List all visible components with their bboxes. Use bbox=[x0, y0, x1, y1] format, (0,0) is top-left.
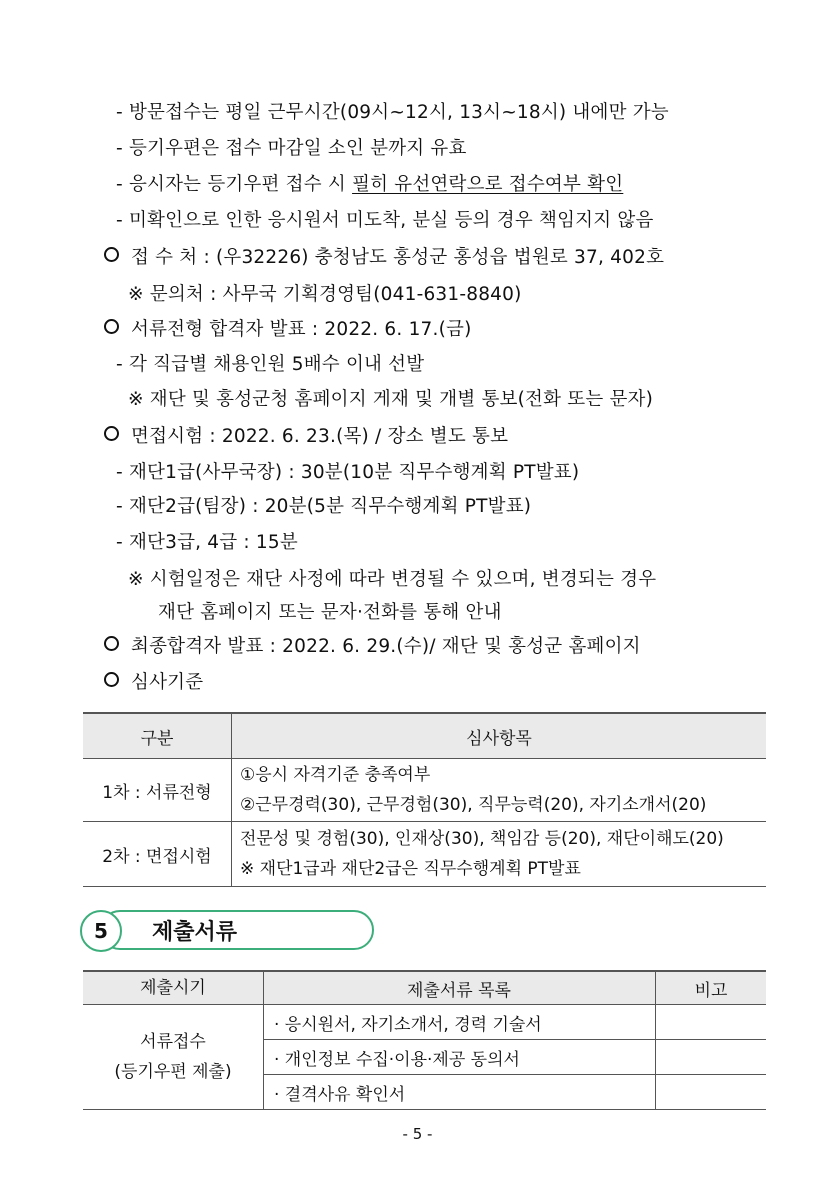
section-title: 제출서류 bbox=[152, 920, 238, 945]
interview-schedule-text: 면접시험 : 2022. 6. 23.(목) / 장소 별도 통보 bbox=[131, 426, 509, 447]
contact-note: ※ 문의처 : 사무국 기획경영팀(041-631-8840) bbox=[128, 284, 522, 305]
document-result bbox=[104, 315, 472, 341]
docs-header-period: 제출시기 bbox=[83, 971, 264, 1005]
table-row bbox=[83, 1005, 766, 1040]
liability-notice: - 미확인으로 인한 응시원서 미도착, 분실 등의 경우 책임지지 않음 bbox=[116, 210, 654, 231]
docs-header-note: 비고 bbox=[656, 971, 767, 1005]
section-number: 5 bbox=[80, 910, 122, 952]
table-row bbox=[83, 759, 766, 822]
criteria-item: ※ 재단1급과 재단2급은 직무수행계획 PT발표 bbox=[240, 859, 581, 879]
docs-item: · 결격사유 확인서 bbox=[264, 1075, 656, 1110]
docs-header-list: 제출서류 목록 bbox=[264, 971, 656, 1005]
docs-period-line: 서류접수 bbox=[140, 1032, 206, 1052]
criteria-header-items: 심사항목 bbox=[232, 713, 767, 759]
criteria-table bbox=[83, 712, 766, 887]
docs-note bbox=[656, 1040, 767, 1075]
criteria-item: ①응시 자격기준 충족여부 bbox=[240, 765, 431, 785]
docs-period-line: (등기우편 제출) bbox=[114, 1062, 232, 1082]
docs-item: · 응시원서, 자기소개서, 경력 기술서 bbox=[264, 1005, 656, 1040]
criteria-heading-text: 심사기준 bbox=[131, 672, 204, 693]
criteria-header-category: 구분 bbox=[83, 713, 232, 759]
confirm-notice-underlined: 필히 유선연락으로 접수여부 확인 bbox=[352, 174, 624, 195]
documents-table bbox=[83, 970, 766, 1110]
grade1-interview: - 재단1급(사무국장) : 30분(10분 직무수행계획 PT발표) bbox=[116, 462, 580, 483]
docs-item: · 개인정보 수집·이용·제공 동의서 bbox=[264, 1040, 656, 1075]
confirm-notice bbox=[116, 170, 623, 196]
criteria-stage: 2차 : 면접시험 bbox=[83, 822, 232, 887]
criteria-item: 전문성 및 경험(30), 인재상(30), 책임감 등(20), 재단이해도(20) bbox=[240, 829, 724, 849]
bullet-circle-icon bbox=[104, 426, 119, 441]
docs-note bbox=[656, 1005, 767, 1040]
docs-note bbox=[656, 1075, 767, 1110]
selection-note: - 각 직급별 채용인원 5배수 이내 선발 bbox=[116, 354, 425, 375]
criteria-heading bbox=[104, 668, 203, 694]
docs-period bbox=[83, 1005, 264, 1110]
schedule-change-note-cont: 재단 홈페이지 또는 문자·전화를 통해 안내 bbox=[158, 602, 502, 623]
reception-address bbox=[104, 243, 664, 269]
table-row bbox=[83, 822, 766, 887]
schedule-change-note: ※ 시험일정은 재단 사정에 따라 변경될 수 있으며, 변경되는 경우 bbox=[128, 569, 657, 590]
final-result-text: 최종합격자 발표 : 2022. 6. 29.(수)/ 재단 및 홍성군 홈페이지 bbox=[131, 636, 641, 657]
visit-notice: - 방문접수는 평일 근무시간(09시~12시, 13시~18시) 내에만 가능 bbox=[116, 102, 669, 123]
reception-address-text: 접 수 처 : (우32226) 충청남도 홍성군 홍성읍 법원로 37, 402호 bbox=[131, 247, 665, 268]
criteria-item: ②근무경력(30), 근무경험(30), 직무능력(20), 자기소개서(20) bbox=[240, 795, 707, 815]
document-result-text: 서류전형 합격자 발표 : 2022. 6. 17.(금) bbox=[131, 319, 472, 340]
final-result bbox=[104, 632, 641, 658]
bullet-circle-icon bbox=[104, 636, 119, 651]
page-number: - 5 - bbox=[402, 1125, 433, 1143]
criteria-items bbox=[232, 822, 767, 887]
section-header bbox=[80, 910, 373, 950]
criteria-items bbox=[232, 759, 767, 822]
bullet-circle-icon bbox=[104, 319, 119, 334]
announcement-note: ※ 재단 및 홍성군청 홈페이지 게재 및 개별 통보(전화 또는 문자) bbox=[128, 389, 654, 410]
confirm-notice-text: - 응시자는 등기우편 접수 시 bbox=[116, 174, 353, 195]
criteria-stage: 1차 : 서류전형 bbox=[83, 759, 232, 822]
mail-notice: - 등기우편은 접수 마감일 소인 분까지 유효 bbox=[116, 138, 467, 159]
bullet-circle-icon bbox=[104, 247, 119, 262]
grade34-interview: - 재단3급, 4급 : 15분 bbox=[116, 532, 298, 553]
grade2-interview: - 재단2급(팀장) : 20분(5분 직무수행계획 PT발표) bbox=[116, 496, 532, 517]
interview-schedule bbox=[104, 422, 508, 448]
bullet-circle-icon bbox=[104, 672, 119, 687]
